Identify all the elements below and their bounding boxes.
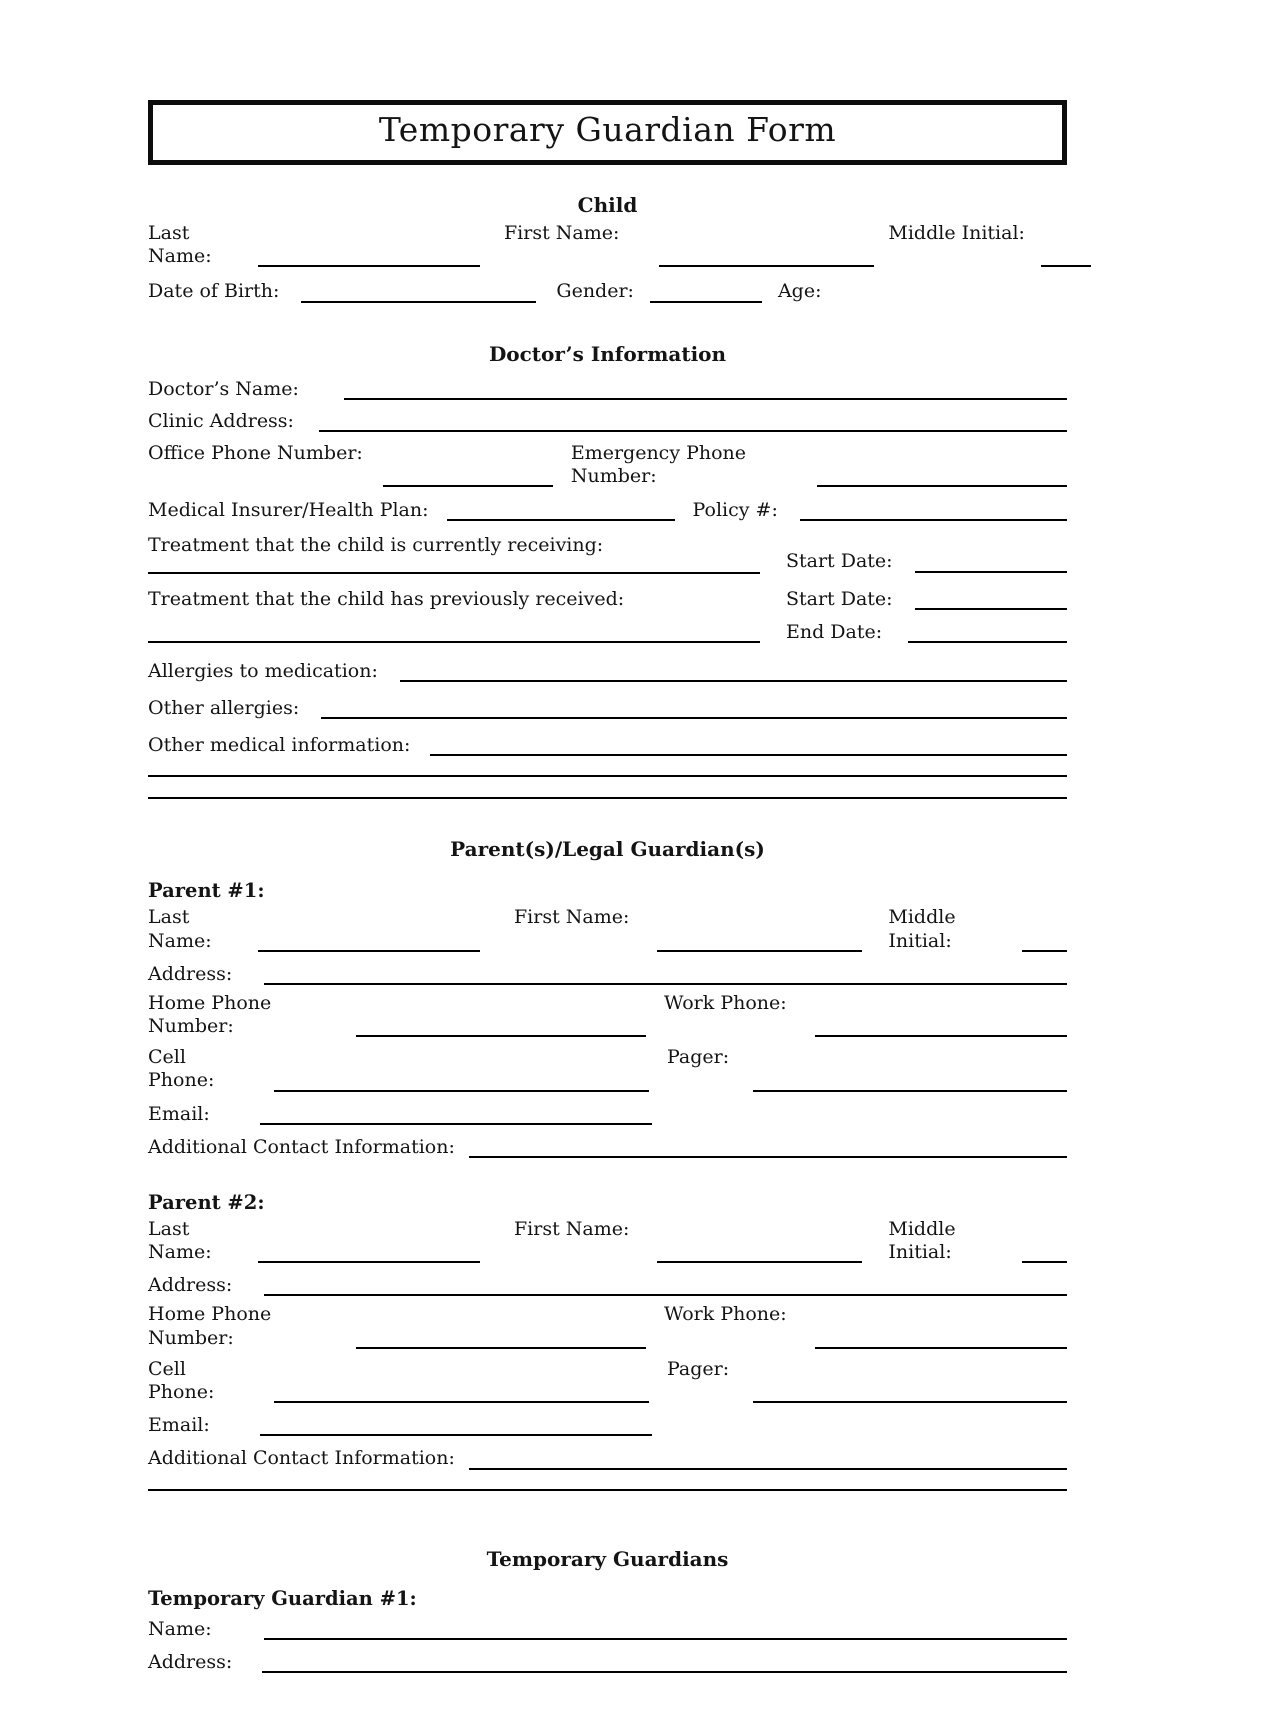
previous-treatment-field[interactable] [148, 641, 760, 643]
parent2-cell-pager-row [148, 1358, 1067, 1404]
parent1-address-label: Address: [148, 962, 233, 985]
parent2-cell-phone-field[interactable] [274, 1401, 649, 1403]
parent1-last-name-field[interactable] [258, 950, 480, 952]
parent2-additional-contact-label: Additional Contact Information: [148, 1447, 455, 1470]
section-heading-child: Child [577, 193, 638, 217]
insurer-label: Medical Insurer/Health Plan: [148, 499, 429, 522]
parent1-work-phone-field[interactable] [815, 1035, 1067, 1037]
parent1-first-name-label: First Name: [514, 906, 630, 929]
previous-treatment-end-date-row [786, 621, 1067, 644]
parent2-last-name-label: Last Name: [148, 1217, 212, 1264]
child-middle-initial-field[interactable] [1041, 265, 1091, 267]
child-dob-field[interactable] [301, 301, 536, 303]
policy-number-field[interactable] [800, 519, 1067, 521]
parent2-name-row [148, 1218, 1067, 1264]
parent1-pager-label: Pager: [667, 1046, 730, 1069]
clinic-address-label: Clinic Address: [148, 409, 294, 432]
parent2-address-row [148, 1274, 1067, 1297]
parent1-address-field[interactable] [264, 983, 1067, 985]
parent1-home-work-phone-row [148, 992, 1067, 1038]
parent2-address-field[interactable] [264, 1294, 1067, 1296]
previous-treatment-label: Treatment that the child has previously received: [148, 587, 625, 610]
guardian1-address-field[interactable] [262, 1671, 1067, 1673]
parent2-home-phone-label: Home Phone Number: [148, 1303, 272, 1349]
child-gender-field[interactable] [650, 301, 762, 303]
current-start-date-label: Start Date: [786, 550, 893, 573]
guardian1-title: Temporary Guardian #1: [148, 1586, 417, 1610]
parent2-pager-label: Pager: [667, 1357, 730, 1380]
parent1-title: Parent #1: [148, 879, 265, 903]
parent1-pager-field[interactable] [753, 1090, 1067, 1092]
parent1-address-row [148, 963, 1067, 986]
parent1-name-row [148, 906, 1067, 952]
current-treatment-label: Treatment that the child is currently receiving: [148, 534, 604, 557]
child-last-name-label: Last Name: [148, 222, 212, 268]
policy-number-label: Policy #: [692, 499, 778, 522]
child-dob-row [148, 280, 1067, 303]
current-start-date-field[interactable] [915, 571, 1067, 573]
parent2-last-name-field[interactable] [258, 1261, 480, 1263]
other-medical-info-row [148, 734, 1067, 757]
parent2-pager-field[interactable] [753, 1401, 1067, 1403]
parent1-additional-contact-field[interactable] [469, 1156, 1067, 1158]
previous-treatment-block [148, 588, 1067, 644]
form-title: Temporary Guardian Form [378, 110, 837, 149]
parent2-email-label: Email: [148, 1414, 210, 1437]
parent2-home-work-phone-row [148, 1303, 1067, 1349]
parent2-email-field[interactable] [260, 1434, 652, 1436]
previous-end-date-field[interactable] [908, 641, 1067, 643]
other-allergies-row [148, 697, 1067, 720]
other-medical-info-label: Other medical information: [148, 734, 411, 757]
office-phone-field[interactable] [383, 485, 553, 487]
section-heading-doctor: Doctor’s Information [488, 341, 727, 366]
doctor-name-row [148, 378, 1067, 401]
parent2-first-name-field[interactable] [657, 1261, 862, 1263]
insurer-field[interactable] [447, 519, 675, 521]
clinic-address-field[interactable] [319, 430, 1067, 432]
parent1-email-row [148, 1103, 1067, 1126]
previous-start-date-field[interactable] [915, 608, 1067, 610]
phones-row [148, 442, 1067, 488]
current-treatment-start-date-row [786, 550, 1067, 573]
guardian1-address-row [148, 1651, 1067, 1674]
parent2-additional-contact-row [148, 1447, 1067, 1470]
parent1-home-phone-label: Home Phone Number: [148, 991, 272, 1038]
parent1-middle-initial-field[interactable] [1022, 950, 1067, 952]
parent2-title: Parent #2: [148, 1190, 265, 1214]
previous-treatment-start-date-row [786, 588, 1067, 611]
emergency-phone-label: Emergency Phone Number: [570, 441, 747, 488]
allergies-medication-label: Allergies to medication: [148, 659, 378, 682]
guardian1-name-row [148, 1618, 1067, 1641]
parents-extra-field[interactable] [148, 1489, 1067, 1491]
parent2-work-phone-field[interactable] [815, 1347, 1067, 1349]
parent1-middle-initial-label: Middle Initial: [888, 906, 956, 952]
allergies-medication-field[interactable] [400, 680, 1067, 682]
clinic-address-row [148, 410, 1067, 433]
allergies-medication-row [148, 660, 1067, 683]
child-last-name-field[interactable] [258, 265, 480, 267]
previous-start-date-label: Start Date: [786, 587, 893, 610]
doctor-name-field[interactable] [344, 398, 1067, 400]
child-gender-label: Gender: [556, 280, 634, 303]
current-treatment-block [148, 534, 1067, 573]
child-first-name-field[interactable] [659, 265, 874, 267]
parent1-additional-contact-label: Additional Contact Information: [148, 1135, 455, 1158]
parent2-middle-initial-label: Middle Initial: [888, 1217, 956, 1264]
office-phone-label: Office Phone Number: [148, 441, 363, 464]
doctor-name-label: Doctor’s Name: [148, 377, 299, 400]
other-allergies-field[interactable] [321, 717, 1067, 719]
guardian1-address-label: Address: [148, 1650, 233, 1673]
section-heading-guardians: Temporary Guardians [486, 1546, 729, 1571]
parent2-home-phone-field[interactable] [356, 1347, 646, 1349]
child-middle-initial-label: Middle Initial: [888, 222, 1025, 244]
parent2-cell-phone-label: Cell Phone: [148, 1357, 215, 1403]
guardian1-name-field[interactable] [264, 1638, 1067, 1640]
child-first-name-label: First Name: [504, 222, 620, 244]
other-medical-info-field-3[interactable] [148, 797, 1067, 799]
current-treatment-field[interactable] [148, 572, 760, 574]
parent2-work-phone-label: Work Phone: [664, 1303, 787, 1326]
parent1-email-label: Email: [148, 1102, 210, 1125]
parent2-address-label: Address: [148, 1274, 233, 1297]
insurer-row [148, 499, 1067, 522]
other-allergies-label: Other allergies: [148, 697, 300, 720]
parent1-email-field[interactable] [260, 1123, 652, 1125]
child-name-row [148, 222, 1067, 268]
form-title-box [148, 100, 1067, 165]
parent1-cell-phone-label: Cell Phone: [148, 1046, 215, 1092]
child-dob-label: Date of Birth: [148, 280, 280, 303]
parent1-first-name-field[interactable] [657, 950, 862, 952]
parent2-additional-contact-field[interactable] [469, 1468, 1067, 1470]
parent1-additional-contact-row [148, 1136, 1067, 1159]
parent2-first-name-label: First Name: [514, 1217, 630, 1240]
emergency-phone-field[interactable] [817, 485, 1067, 487]
guardian1-name-label: Name: [148, 1617, 212, 1640]
other-medical-info-field-1[interactable] [430, 754, 1067, 756]
other-medical-info-field-2[interactable] [148, 775, 1067, 777]
parent1-last-name-label: Last Name: [148, 906, 212, 952]
parent2-middle-initial-field[interactable] [1022, 1261, 1067, 1263]
child-age-label: Age: [777, 280, 822, 303]
parent1-work-phone-label: Work Phone: [664, 991, 787, 1014]
previous-end-date-label: End Date: [786, 620, 883, 643]
section-heading-parents: Parent(s)/Legal Guardian(s) [450, 837, 765, 862]
parent1-cell-pager-row [148, 1046, 1067, 1092]
parent1-home-phone-field[interactable] [356, 1035, 646, 1037]
parent2-email-row [148, 1414, 1067, 1437]
parent1-cell-phone-field[interactable] [274, 1090, 649, 1092]
